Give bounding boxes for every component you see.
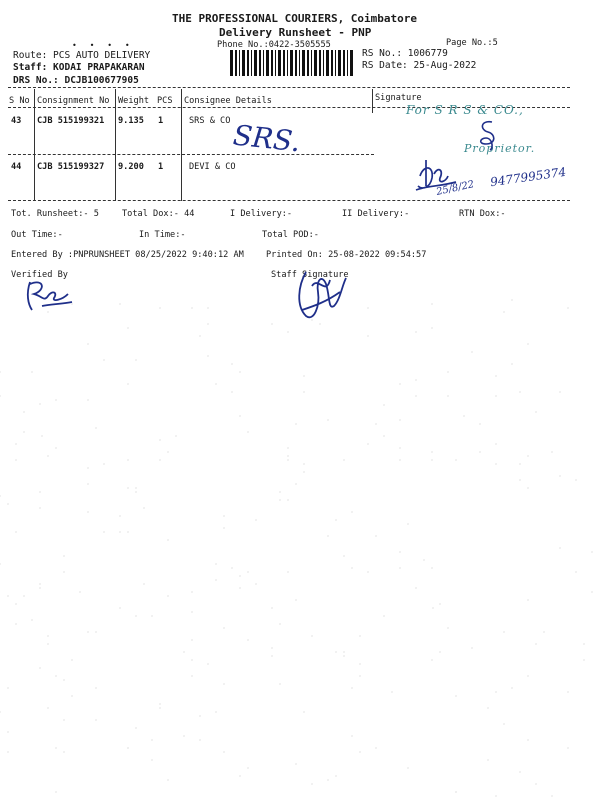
entered-by: Entered By :PNPRUNSHEET 08/25/2022 9:40:12 AM <box>11 250 244 260</box>
company-name: THE PROFESSIONAL COURIERS, Coimbatore <box>172 12 418 25</box>
col-divider <box>34 109 35 201</box>
total-runsheet: Tot. Runsheet:- 5 <box>11 209 99 219</box>
stamp-proprietor: Proprietor. <box>464 142 536 155</box>
col-sno: S No <box>9 96 30 106</box>
route-label: Route: PCS AUTO DELIVERY <box>13 50 151 61</box>
total-dox: Total Dox:- 44 <box>122 209 195 219</box>
row-consignment: CJB 515199321 <box>37 116 105 126</box>
i-delivery: I Delivery:- <box>230 209 293 219</box>
verified-by-label: Verified By <box>11 270 68 280</box>
verifier-signature <box>22 276 78 314</box>
row-sno: 43 <box>11 116 22 126</box>
rs-date: RS Date: 25-Aug-2022 <box>362 60 477 71</box>
row-sno: 44 <box>11 162 22 172</box>
in-time: In Time:- <box>139 230 186 240</box>
handwritten-srs: SRS. <box>231 118 302 159</box>
handwritten-date: 25/8/22 <box>435 179 476 198</box>
row-weight: 9.200 <box>118 162 144 172</box>
total-pod: Total POD:- <box>262 230 319 240</box>
phone-number: Phone No.:0422-3505555 <box>217 40 331 50</box>
col-consignment: Consignment No <box>37 96 110 106</box>
row-consignee: SRS & CO <box>189 116 231 126</box>
row-rule <box>8 154 374 155</box>
row-pcs: 1 <box>158 162 164 172</box>
table-top-rule <box>8 87 570 88</box>
printed-on: Printed On: 25-08-2022 09:54:57 <box>266 250 427 260</box>
document-title: Delivery Runsheet - PNP <box>219 26 372 39</box>
row-pcs: 1 <box>158 116 164 126</box>
scan-dots: • • • • <box>72 41 134 50</box>
col-weight: Weight <box>118 96 150 106</box>
page-number: Page No.:5 <box>446 38 498 48</box>
ii-delivery: II Delivery:- <box>342 209 410 219</box>
drs-number: DRS No.: DCJB100677905 <box>13 75 139 86</box>
col-pcs: PCS <box>157 96 173 106</box>
handwritten-phone: 9477995374 <box>489 164 567 190</box>
staff-signature-label: Staff Signature <box>271 270 349 280</box>
stamp-firm: For S R S & CO., <box>406 103 524 117</box>
row-consignee: DEVI & CO <box>189 162 236 172</box>
col-signature: Signature <box>375 93 422 103</box>
table-bottom-rule <box>8 200 570 201</box>
out-time: Out Time:- <box>11 230 63 240</box>
col-divider <box>181 109 182 201</box>
barcode <box>230 50 354 76</box>
col-consignee: Consignee Details <box>184 96 272 106</box>
rs-number: RS No.: 1006779 <box>362 48 448 59</box>
col-divider <box>115 109 116 201</box>
staff-label: Staff: KODAI PRAPAKARAN <box>13 62 145 73</box>
staff-signature <box>292 266 352 322</box>
proprietor-signature <box>474 118 504 152</box>
rtn-dox: RTN Dox:- <box>459 209 506 219</box>
col-divider <box>372 89 373 113</box>
row-weight: 9.135 <box>118 116 144 126</box>
row-consignment: CJB 515199327 <box>37 162 105 172</box>
